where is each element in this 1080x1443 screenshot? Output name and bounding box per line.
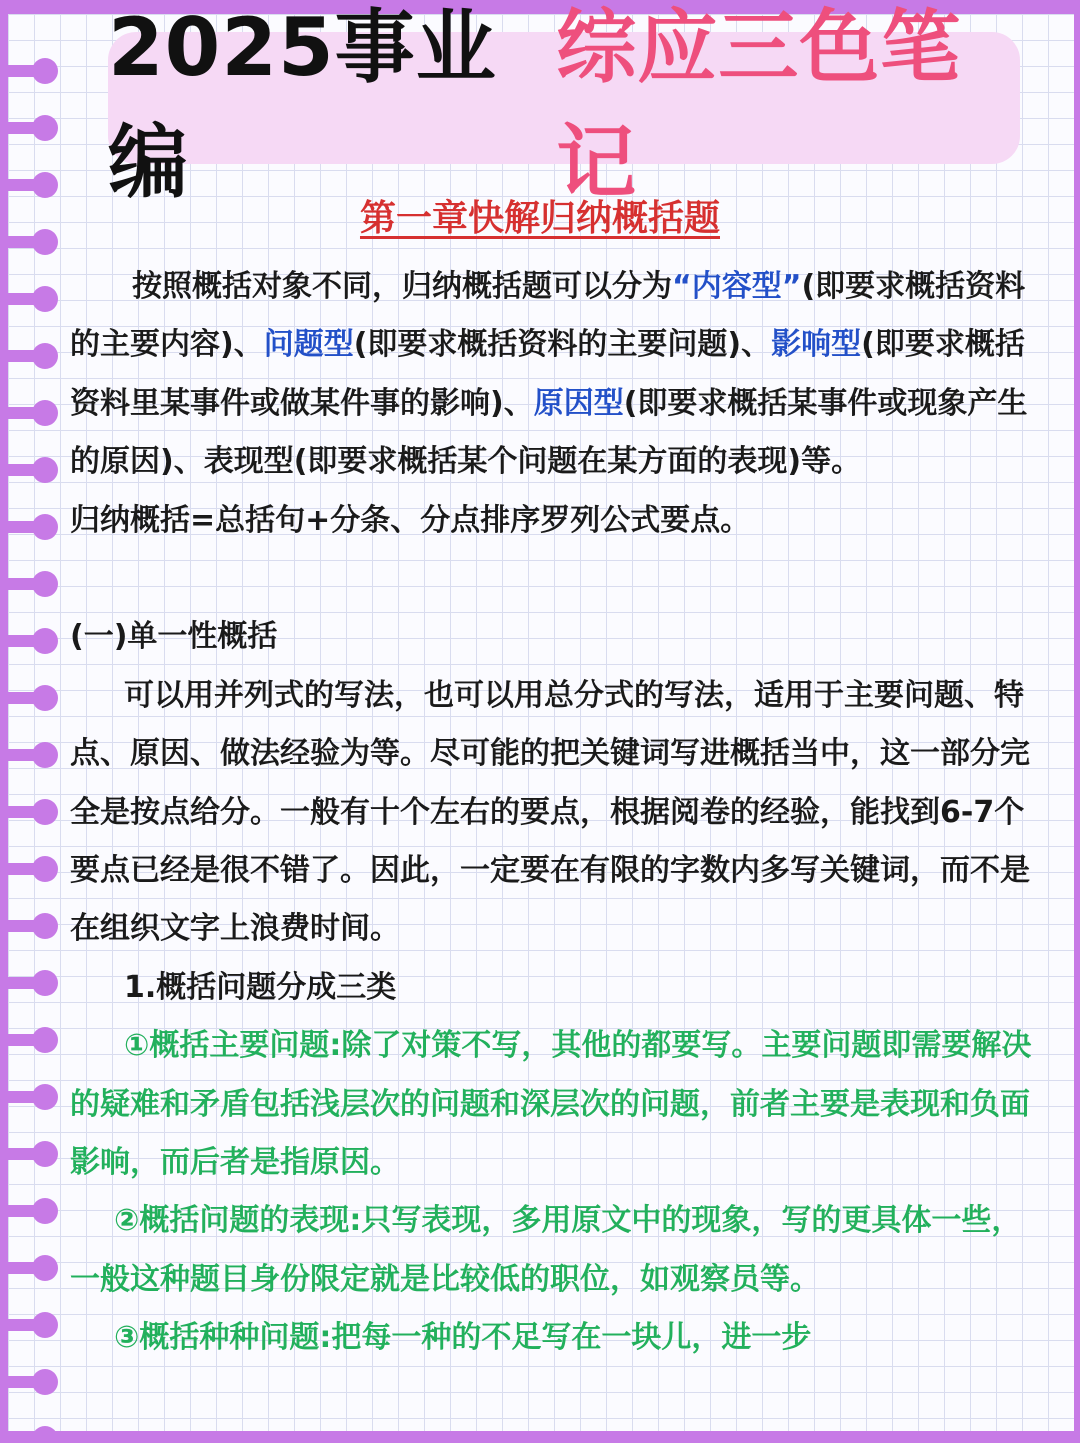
keyword-problem-type: 问题型 [263, 327, 354, 363]
binding-ring [0, 970, 58, 996]
chapter-title [0, 190, 1080, 241]
binding-ring [0, 343, 58, 369]
binding-ring [0, 1369, 58, 1395]
binding-ring [0, 685, 58, 711]
intro-text-3: (即要求概括资料的主要问题)、 [353, 327, 772, 363]
binding-ring [0, 400, 58, 426]
intro-text-4: (即要求概括资料里某事件或做某件事的影响)、 [70, 327, 1025, 421]
note-content [70, 258, 1045, 1368]
binding-ring [0, 457, 58, 483]
intro-text-5: (即要求概括某事件或现象产生的原因)、表现型(即要求概括某个问题在某方面的表现)等。 [70, 385, 1028, 480]
intro-paragraph [70, 258, 1045, 492]
binding-ring [0, 1312, 58, 1338]
binding-ring [0, 514, 58, 540]
title-pink-part: 综应三色笔记 [556, 1, 962, 209]
binding-ring [0, 799, 58, 825]
keyword-content-type: “内容型” [672, 269, 802, 304]
binding-ring [0, 1084, 58, 1110]
binding-ring [0, 286, 58, 312]
binding-ring [0, 58, 58, 84]
title-black-part: 2025事业编 [108, 1, 497, 209]
point-3: ③概括种种问题:把每一种的不足写在一块儿，进一步 [114, 1320, 812, 1356]
intro-text-2: (即要求概括资料的主要内容)、 [70, 269, 1026, 363]
binding-ring [0, 628, 58, 654]
intro-text-1: 按照概括对象不同，归纳概括题可以分为 [132, 269, 672, 304]
keyword-cause-type: 原因型 [533, 385, 624, 421]
keyword-impact-type: 影响型 [771, 327, 862, 363]
binding-ring [0, 856, 58, 882]
section-body: 可以用并列式的写法，也可以用总分式的写法，适用于主要问题、特点、原因、做法经验为等。尽可能的把关键词写进概括当中，这一部分完全是按点给分。一般有十个左右的要点，根据阅卷的经验，能找到6-7个要点已经是很不错了。因此，一定要在有限的字数内多写关键词，而不是在组织文字上浪费时间。 [70, 677, 1030, 947]
binding-ring [0, 1198, 58, 1224]
formula-line: 归纳概括=总括句+分条、分点排序罗列公式要点。 [70, 502, 751, 538]
spacer [70, 550, 1045, 608]
binding-ring [0, 1255, 58, 1281]
binding-ring [0, 1141, 58, 1167]
point-2: ②概括问题的表现:只写表现，多用原文中的现象，写的更具体一些，一般这种题目身份限定就是比较低的职位，如观察员等。 [70, 1203, 1022, 1297]
binding-ring [0, 571, 58, 597]
point-1: ①概括主要问题:除了对策不写，其他的都要写。主要问题即需要解决的疑难和矛盾包括浅层次的问题和深层次的问题，前者主要是表现和负面影响，而后者是指原因。 [70, 1028, 1032, 1181]
binding-ring [0, 115, 58, 141]
section-heading: (一)单一性概括 [70, 619, 278, 655]
page-title [108, 1, 1020, 209]
binding-ring [0, 742, 58, 768]
chapter-title-text: 第一章快解归纳概括题 [359, 198, 720, 239]
sub-heading: 1.概括问题分成三类 [124, 969, 397, 1005]
binding-ring [0, 1426, 58, 1443]
binding-ring [0, 1027, 58, 1053]
binding-ring [0, 913, 58, 939]
